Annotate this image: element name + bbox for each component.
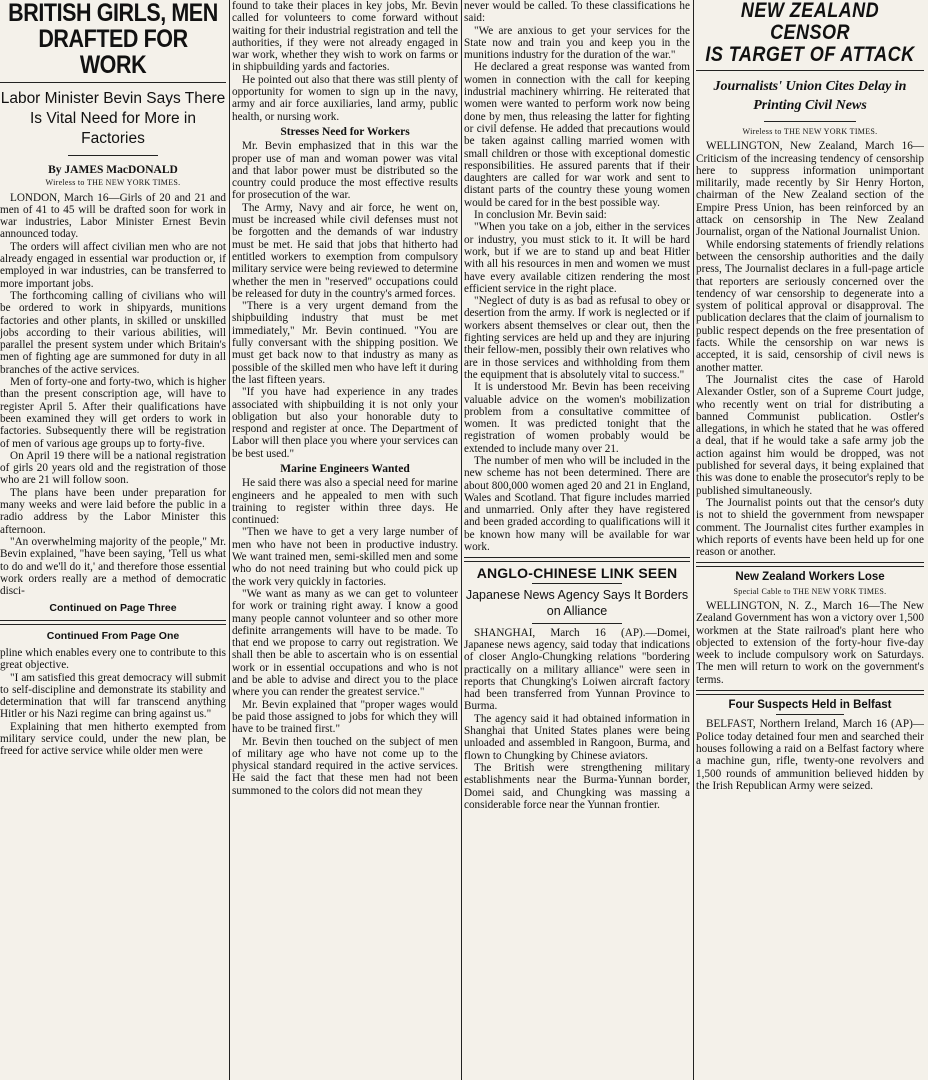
paragraph: Mr. Bevin then touched on the subject of men of military age who have not come up to the physical standard required in the active services. He said the fact that these men had not been summoned to the colors did not mean they [232, 735, 458, 797]
headline-line: BRITISH GIRLS, MEN [8, 0, 218, 27]
paragraph: The Army, Navy and air force, he went on, must be increased while civil defenses must not be forgotten and the demands of war industry must be met. He said that jobs that hitherto had entitled workers to exemption from compulsory military service were being reviewed to determine whether the men in "reserved" occupations could be released for duty in the country's armed forces. [232, 201, 458, 300]
divider [696, 70, 924, 71]
subhead: Marine Engineers Wanted [280, 462, 410, 475]
headline-line: DRAFTED FOR WORK [38, 25, 188, 79]
paragraph: "Then we have to get a very large number of men who have not been in productive industry. We want trained men, semi-skilled men and some who do not need training but who could pick up the work very quickly in factories. [232, 526, 458, 588]
headline: New Zealand Workers Lose [735, 571, 885, 584]
paragraph: "There is a very urgent demand from the shipbuilding industry that must be met immediately," Mr. Bevin continued. "You are fully conversant with the shipping position. We must get back now to that industry as many as possible of the skilled men who have left it during the last fifteen years. [232, 300, 458, 386]
paragraph: Explaining that men hitherto exempted from military service could, under the new plan, be freed for active service while older men were [0, 720, 226, 758]
paragraph: WELLINGTON, N. Z., March 16—The New Zealand Government has won a victory over 1,500 workmen at the State railroad's plant here who objected to extension of the forty-hour five-day week to include compulsory work on Saturdays. The men will return to work on the government's terms. [696, 599, 924, 686]
column-rule [229, 0, 230, 1080]
paragraph: On April 19 there will be a national registration of girls 20 years old and the registration of those who are 21 will follow soon. [0, 449, 226, 487]
paragraph: The Journalist points out that the censor's duty is not to shield the government from newspaper comment. The Journalist cites further examples in which reports of events have been held up for one reason or another. [696, 496, 924, 559]
divider [0, 620, 226, 625]
paragraph: "I am satisfied this great democracy will submit to self-discipline and demonstrate its stability and determination that will far transcend anything Hitler or his Nazi regime can bring against us." [0, 671, 226, 721]
continued-on: Continued on Page Three [49, 602, 177, 615]
divider [464, 557, 690, 562]
paragraph: He pointed out also that there was still plenty of opportunity for women to sign up in the navy, army and air force auxiliaries, land army, public health, or nursing work. [232, 73, 458, 123]
wire-credit: Wireless to THE NEW YORK TIMES. [742, 127, 878, 136]
paragraph: "We want as many as we can get to volunteer for work or training right away. I know a good many people cannot volunteer and so other more definite arrangements will have to be made. To that end we propose to carry out registration. We shall then be able to ascertain who is on essential work or in essential occupations and who is not and be able to advise and direct you to the place where you can render the greatest service." [232, 587, 458, 699]
paragraph: "Neglect of duty is as bad as refusal to obey or desertion from the army. If work is neglected or if workers absent themselves or clear out, then the fighting services are held up and they are injuring their fellow-men, possibly their own relatives who are in those services and withholding from them the equipment that is absolutely vital to success." [464, 295, 690, 381]
paragraph: Mr. Bevin explained that "proper wages would be paid those assigned to jobs for which they will have to be trained first." [232, 698, 458, 736]
paragraph: The orders will affect civilian men who are not already engaged in essential war production or, if employed in war industries, can be transferred to more important jobs. [0, 240, 226, 290]
paragraph: "If you have had experience in any trades associated with shipbuilding it is not only your obligation but also your honorable duty to respond and register at once. The Department of Labor will then place you where your services can be best used." [232, 386, 458, 460]
continued-from: Continued From Page One [46, 629, 180, 642]
paragraph: It is understood Mr. Bevin has been receiving valuable advice on the women's mobilization problem from a consultative committee of women. It was predicted tonight that the registration of women probably would be extended to include many over 21. [464, 381, 690, 455]
headline-line: NEW ZEALAND CENSOR [740, 0, 880, 44]
divider [776, 714, 844, 715]
column-rule [461, 0, 462, 1080]
divider [68, 155, 158, 156]
byline: By JAMES MacDONALD [48, 164, 178, 176]
paragraph: The forthcoming calling of civilians who will be ordered to work in shipyards, munitions factories and other plants, in skilled or unskilled jobs according to their various abilities, will parallel the present system under which Britain's men of fighting age are summoned for duty in all branches of the active services. [0, 289, 226, 376]
paragraph: WELLINGTON, New Zealand, March 16—Criticism of the increasing tendency of censorship here to suppress information unimportant militarily, made recently by Sir Henry Horton, chairman of the New Zealand section of the Empire Press Union, has been reinforced by an attack on censorship in The New Zealand Journalist, organ of the National Journalist Union. [696, 140, 924, 239]
divider [696, 562, 924, 567]
column-2 [232, 0, 458, 1080]
headline-deck: Journalists' Union Cites Delay in Printing Civil News [713, 79, 907, 113]
headline: ANGLO-CHINESE LINK SEEN [476, 565, 678, 582]
paragraph: The agency said it had obtained information in Shanghai that United States planes were being unloaded and assembled in Rangoon, Burma, and flown to Chungking by Chinese aviators. [464, 712, 690, 762]
wire-credit: Wireless to THE NEW YORK TIMES. [45, 178, 181, 188]
paragraph: never would be called. To these classifications he said: [464, 0, 690, 25]
divider [0, 82, 226, 83]
paragraph: Men of forty-one and forty-two, which is higher than the present conscription age, will have to register April 5. After their qualifications have been examined they will get orders to work in factories. Subsequently there will be registration of men of various age groups up to forty-five. [0, 376, 226, 450]
divider [696, 690, 924, 695]
divider [764, 121, 855, 122]
paragraph: He declared a great response was wanted from women in connection with the call for keeping industrial machinery whirring. He reiterated that women were wanted to perform work now being done by men, thus releasing the latter for fighting or civil defense. He added that precautions would be taken against calling married women with small children or those with exceptional domestic responsibilities. He assured parents that if their daughters are called for war work and sent to distant parts of the country these young women would be cared for in the best possible way. [464, 61, 690, 209]
paragraph: In conclusion Mr. Bevin said: [474, 209, 607, 222]
paragraph: He said there was also a special need for marine engineers and he appealed to men with such training to register within three days. He continued: [232, 477, 458, 527]
headline-deck: Labor Minister Bevin Says There Is Vital Need for More in Factories [0, 90, 226, 147]
paragraph: Mr. Bevin emphasized that in this war the proper use of man and woman power was vital and that labor power must be distributed so the country could produce the most effective results for prosecution of the war. [232, 140, 458, 202]
headline-line: IS TARGET OF ATTACK [705, 43, 915, 66]
paragraph: LONDON, March 16—Girls of 20 and 21 and men of 41 to 45 will be drafted soon for work in war industries, Labor Minister Ernest Bevin announced today. [0, 191, 226, 241]
subhead: Stresses Need for Workers [280, 125, 410, 138]
paragraph: BELFAST, Northern Ireland, March 16 (AP)—Police today detained four men and searched their houses following a raid on a Belfast factory where a machine gun, rifle, twenty-one revolvers and 1,500 rounds of ammunition believed hidden by the Irish Republican Army were seized. [696, 718, 924, 792]
column-1 [0, 0, 226, 1080]
paragraph: While endorsing statements of friendly relations between the censorship authorities and the daily press, The Journalist declares in a full-page article that reporters are seriously concerned over the tendency of war censorship to degenerate into a system of political approval or disapproval. The publication declares that the claim of journalism to public respect depends on the free presentation of facts. While the censorship on war news is accepted, it is said, censorship of civil news is another matter. [696, 238, 924, 374]
paragraph: SHANGHAI, March 16 (AP).—Domei, Japanese news agency, said today that indications of closer Anglo-Chungking relations "bordering practically on a military alliance" were seen in reports that Chungking's Loiwen aircraft factory had been transferred from Yunnan Province to Burma. [464, 626, 690, 713]
wire-credit: Special Cable to THE NEW YORK TIMES. [733, 586, 887, 596]
paragraph: The Journalist cites the case of Harold Alexander Ostler, son of a Supreme Court judge, who recently went on trial for distributing a banned Communist publication. Ostler's allegations, in which he stated that he was offered a deal, that if he would take a safe army job the action against him would be dropped, was not published for several days, it being explained that this was done to enable the prosecutor's reply to be published simultaneously. [696, 373, 924, 497]
column-3 [464, 0, 690, 1080]
paragraph: The British were strengthening military establishments near the Burma-Yunnan border, Domei said, and Chungking was massing a considerable force near the Yunnan frontier. [464, 761, 690, 811]
paragraph: "When you take on a job, either in the services or industry, you must stick to it. It will be hard work, but if we are to stand up and beat Hitler with all his resources in men and women we must have every available citizen rendering the most efficient service in the right place. [464, 221, 690, 295]
paragraph: "An overwhelming majority of the people," Mr. Bevin explained, "have been saying, 'Tell us what to do and we'll do it,' and therefore those essential work orders really are a method of democratic disci- [0, 535, 226, 598]
paragraph: "We are anxious to get your services for the State now and train you and keep you in the munitions industry for the duration of the war." [464, 24, 690, 62]
headline-deck: Japanese News Agency Says It Borders on Alliance [465, 587, 689, 618]
column-rule [693, 0, 694, 1080]
paragraph: pline which enables every one to contribute to this great objective. [0, 646, 226, 672]
paragraph: The number of men who will be included in the new scheme has not been determined. There are about 800,000 women aged 20 and 21 in England, Wales and Scotland. That figure includes married and unmarried. Only after they have registered and been graded according to qualifications will it be known how many will be available for war work. [464, 454, 690, 554]
divider [532, 623, 622, 624]
divider [532, 583, 622, 584]
column-4 [696, 0, 924, 1080]
headline: Four Suspects Held in Belfast [728, 699, 892, 712]
paragraph: found to take their places in key jobs, Mr. Bevin called for volunteers to come forward without waiting for their industrial registration and tell the authorities, if they were not already engaged in war work, whether they wish to work on farms or in shipbuilding yards and factories. [232, 0, 458, 74]
paragraph: The plans have been under preparation for many weeks and were laid before the public in a radio address by the Labor Minister this afternoon. [0, 486, 226, 536]
